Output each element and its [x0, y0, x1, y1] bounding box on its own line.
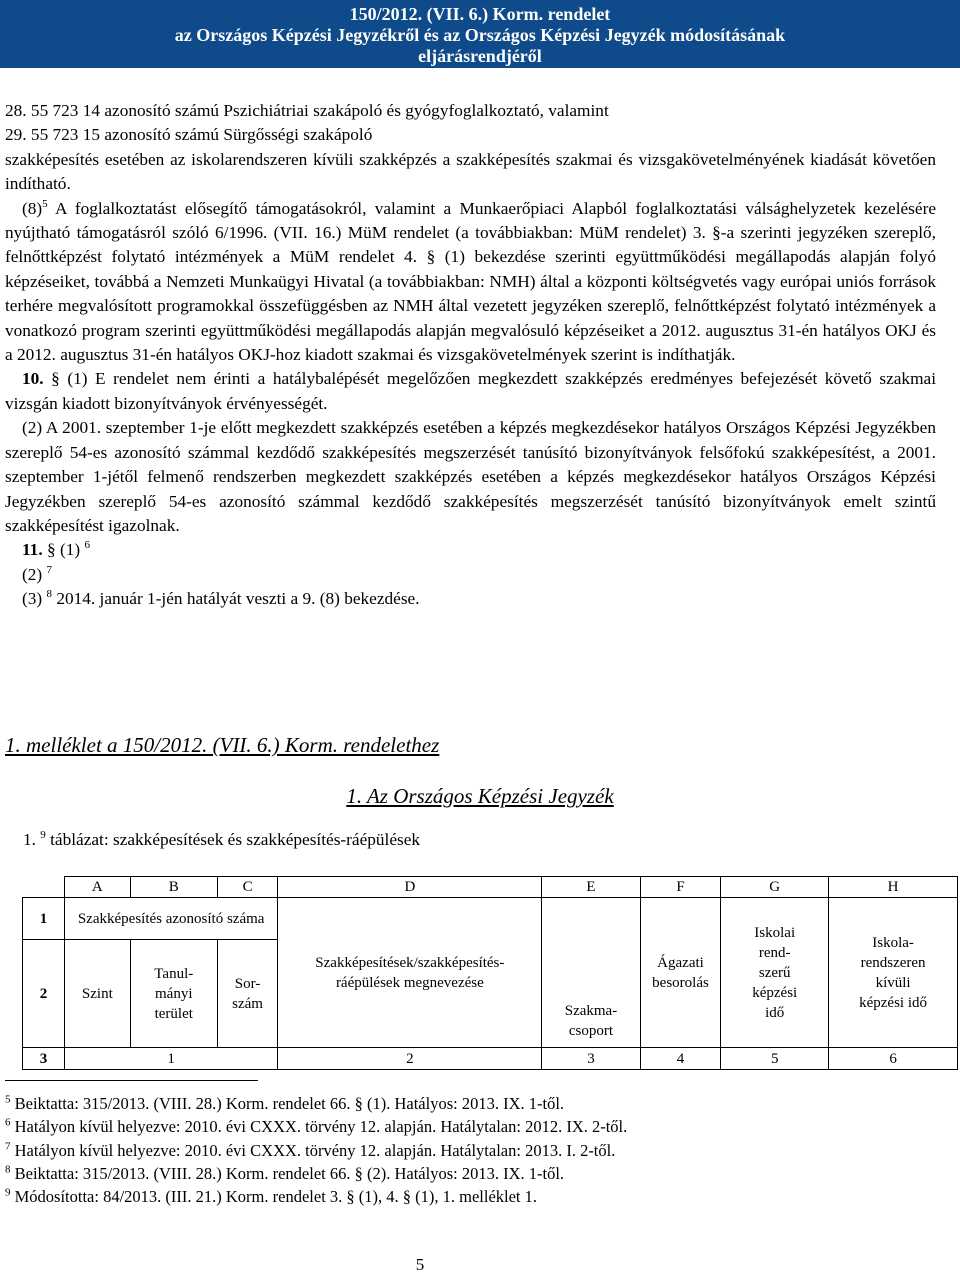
footnote-5 [5, 1092, 627, 1115]
section-11-p2 [5, 563, 936, 587]
section-11-p2-num: (2) [22, 564, 43, 584]
item-29-continuation: szakképesítés esetében az iskolarendszeren kívüli szakképzés a szakképesítés szakmai és vizsgakövetelményének kiadását követően indítható. [5, 149, 936, 194]
footnote-6-text: Hatályon kívül helyezve: 2010. évi CXXX. törvény 12. alapján. Hatálytalan: 2012. IX. 2-től. [14, 1117, 628, 1137]
section-10-p2: (2) A 2001. szeptember 1-je előtt megkezdett szakképzés esetében a képzés megkezdésekor hatályos Országos Képzési Jegyzékben szereplő 54-es azonosító számmal kezdődő szakképesítés megszerzését tanúsító bizonyítványok felsőfokú szakképesítést, a 2001. szeptember 1-jétől felmenő rendszerben megkezdett szakképzés esetében a képzés megkezdésekor hatályos Országos Képzési Jegyzékben szereplő 54-es azonosító számmal kezdődő szakképesítés megszerzését tanúsító bizonyítványok emelt szintű szakképesítést igazolnak. [5, 418, 936, 535]
footnote-9-number: 9 [5, 1186, 11, 1199]
annex-subtitle: 1. Az Országos Képzési Jegyzék [346, 784, 614, 808]
footnote-8 [5, 1162, 627, 1185]
header-line-1: 150/2012. (VII. 6.) Korm. rendelet [349, 4, 611, 24]
section-11-p3-num: (3) [22, 589, 43, 609]
index-6: 6 [829, 1048, 958, 1070]
footnote-7-text: Hatályon kívül helyezve: 2010. évi CXXX. törvény 12. alapján. Hatálytalan: 2013. I. 2-től. [14, 1140, 616, 1160]
col-letter-h: H [829, 877, 958, 898]
table-caption [23, 830, 420, 850]
header-line-3: eljárásrendjéről [418, 46, 542, 66]
col-letter-a: A [64, 877, 130, 898]
paragraph-8-text: A foglalkoztatást elősegítő támogatásokról, valamint a Munkaerőpiaci Alapból foglalkoztatási válsághelyzetek kezelésére nyújtható támogatásról szóló 6/1996. (VII. 16.) MüM rendelet (a továbbiakban: MüM rendelet) 3. §-a szerinti jegyzéken szereplő, felnőttképzést folytató intézmények a MüM rendelet 4. § (1) bekezdése szerinti együttműködési megállapodás alapján folyó képzéseiket, továbbá a Nemzeti Munkaügyi Hivatal (a továbbiakban: NMH) által a központi költségvetés vagy európai uniós források terhére megvalósított programokkal összefüggésben az NMH által vezetett jegyzéken szereplő, felnőttképzést folytató intézmények a vonatkozó program szerinti együttműködési megállapodás alapján megvalósuló képzéseiket a 2012. augusztus 31-én hatályos OKJ és a 2012. augusztus 31-én hatályos OKJ-hoz kiadott szakmai és vizsgakövetelmények szerint is indíthatják. [5, 198, 937, 365]
index-3: 3 [542, 1048, 640, 1070]
col-letter-g: G [721, 877, 829, 898]
section-10-p1 [5, 367, 936, 416]
header-sector: Ágazati besorolás [640, 898, 721, 1048]
item-29: 29. 55 723 15 azonosító számú Sürgősségi szakápoló [5, 125, 373, 145]
header-group: Szakma- csoport [542, 898, 640, 1048]
section-11-number: 11. [22, 540, 43, 560]
table-letter-row [23, 877, 958, 898]
footnote-5-text: Beiktatta: 315/2013. (VIII. 28.) Korm. rendelet 66. § (1). Hatályos: 2013. IX. 1-től. [14, 1094, 565, 1113]
footnote-9 [5, 1185, 627, 1208]
table-caption-text: táblázat: szakképesítések és szakképesítés-ráépülések [50, 830, 421, 849]
paragraph-8-number: (8) [22, 198, 43, 218]
header-outside-time: Iskola- rendszeren kívüli képzési idő [829, 898, 958, 1048]
section-11-p3-text: 2014. január 1-jén hatályát veszti a 9. (8) bekezdése. [56, 589, 420, 609]
footnote-6-number: 6 [5, 1116, 11, 1129]
footnote-ref-9[interactable]: 9 [40, 829, 46, 842]
header-line-2: az Országos Képzési Jegyzékről és az Országos Képzési Jegyzék módosításának [174, 25, 786, 45]
footnote-ref-5[interactable]: 5 [42, 197, 48, 210]
page-header [0, 0, 960, 68]
col-letter-d: D [278, 877, 542, 898]
section-11-p1 [5, 538, 936, 562]
section-10-number: 10. [22, 369, 44, 389]
index-4: 4 [640, 1048, 721, 1070]
header-name: Szakképesítések/szakképesítés- ráépülések megnevezése [278, 898, 542, 1048]
footnote-9-text: Módosította: 84/2013. (III. 21.) Korm. rendelet 3. § (1), 4. § (1), 1. melléklet 1. [14, 1187, 538, 1207]
item-28: 28. 55 723 14 azonosító számú Pszichiátriai szakápoló és gyógyfoglalkoztató, valamint [5, 101, 609, 120]
footnote-ref-7[interactable]: 7 [46, 563, 52, 576]
header-school-time: Iskolai rend- szerű képzési idő [721, 898, 829, 1048]
footnote-divider [5, 1080, 258, 1081]
footnote-5-number: 5 [5, 1093, 11, 1106]
col-letter-f: F [640, 877, 721, 898]
section-11-text: § (1) [46, 540, 81, 560]
footnote-ref-8[interactable]: 8 [46, 588, 52, 601]
table-row-3 [23, 1048, 958, 1070]
col-letter-e: E [542, 877, 640, 898]
section-11-p3 [5, 587, 936, 611]
table-row-1 [23, 898, 958, 940]
annex-heading: 1. melléklet a 150/2012. (VII. 6.) Korm. rendelethez [5, 733, 440, 757]
identifier-header: Szakképesítés azonosító száma [64, 898, 278, 940]
col-letter-b: B [130, 877, 217, 898]
footnote-7-number: 7 [5, 1140, 11, 1153]
paragraph-8 [5, 197, 936, 368]
header-serial: Sor- szám [217, 940, 278, 1048]
header-level: Szint [64, 940, 130, 1048]
footnote-7 [5, 1139, 627, 1162]
footnote-8-number: 8 [5, 1163, 11, 1176]
qualification-table [22, 876, 958, 1070]
section-10-text: § (1) E rendelet nem érinti a hatálybalépését megelőzően megkezdett szakképzés eredményes befejezését követő szakmai vizsgán kiadott bizonyítványok érvényességét. [5, 369, 936, 413]
index-1: 1 [64, 1048, 278, 1070]
col-letter-c: C [217, 877, 278, 898]
row-number-3: 3 [23, 1048, 65, 1070]
document-body [5, 99, 936, 612]
footnotes [5, 1092, 627, 1208]
footnote-ref-6[interactable]: 6 [84, 539, 90, 552]
footnote-6 [5, 1115, 627, 1138]
footnote-8-text: Beiktatta: 315/2013. (VIII. 28.) Korm. rendelet 66. § (2). Hatályos: 2013. IX. 1-től. [14, 1163, 565, 1183]
row-number-2: 2 [23, 940, 65, 1048]
page-number: 5 [415, 1255, 425, 1274]
row-number-1: 1 [23, 898, 65, 940]
header-study-area: Tanul- mányi terület [130, 940, 217, 1048]
table-caption-number: 1. [23, 830, 36, 849]
index-2: 2 [278, 1048, 542, 1070]
table-corner [23, 877, 65, 898]
index-5: 5 [721, 1048, 829, 1070]
